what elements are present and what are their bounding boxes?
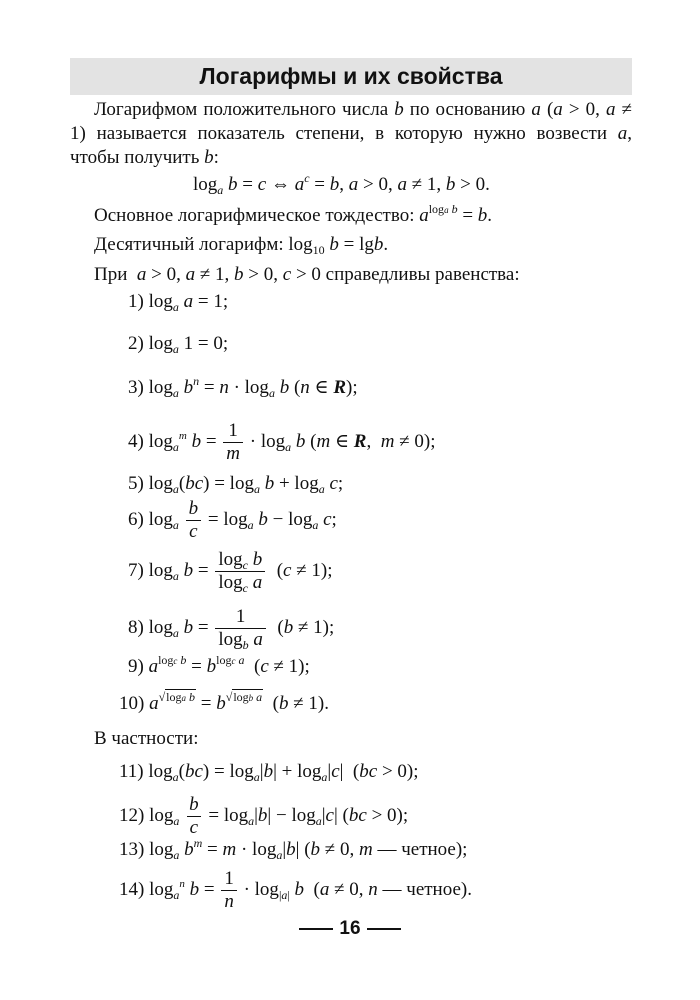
property-1: 1) $\log_a a = 1$; [128, 291, 229, 314]
property-3: 3) $\log_a b^n = n \cdot \log_a b$ (n ∈ R); [128, 374, 358, 400]
property-14: 14) $\log_{an} b$ = $\frac{1}{n}$ · $\log_{|a|} b$ (a ≠ 0, n — четное). [119, 868, 472, 912]
property-8: 8) $\log_a b$ = $\frac{1}{\log_b a}$ (b ≠ 1); [128, 606, 335, 652]
fraction: $\frac{1}{n}$ [221, 868, 237, 913]
page-footer [0, 918, 700, 940]
property-4: 4) $\log_{am} b$ = $\frac{1}{m}$ · $\log_a b$ (m ∈ R, m ≠ 0); [128, 420, 436, 464]
identity-line: Основное логарифмическое тождество: $a^{loga b} = b$. [94, 202, 493, 226]
section-header [70, 58, 632, 95]
fraction: $\frac{1}{\log_b a}$ [215, 606, 266, 651]
conditions-line: При a > 0, a ≠ 1, b > 0, c > 0 справедливы равенства: [94, 264, 520, 285]
fraction: $\frac{\log_c b}{\log_c a}$ [215, 549, 265, 594]
decimal-log-line: Десятичный логарифм: $\log_{10} b = \lg b$. [94, 234, 389, 257]
in-particular-label: В частности: [94, 728, 199, 749]
property-10: 10) $a^{√loga b} = b^{√logb a}$ (b ≠ 1). [119, 690, 330, 714]
fraction: $\frac{b}{c}$ [186, 498, 202, 543]
footer-dash-left [299, 928, 333, 930]
property-2: 2) $\log_a 1 = 0$; [128, 333, 229, 356]
definition-formula: $\log_a b = c$ ⇔ $a^c = b$, a > 0, a ≠ 1, b > 0. [193, 171, 490, 197]
property-11: 11) $\log_a(bc) = \log_a|b| + \log_a|c|$ (bc > 0); [119, 761, 419, 784]
property-9: 9) $a^{logc b} = b^{logc a}$ (c ≠ 1); [128, 653, 310, 677]
fraction: $\frac{b}{c}$ [186, 794, 202, 839]
fraction: $\frac{1}{m}$ [223, 420, 243, 465]
section-title: Логарифмы и их свойства [199, 63, 503, 89]
footer-dash-right [367, 928, 401, 930]
property-6: 6) $\log_a$ $\frac{b}{c}$ = $\log_a b - \log_a c$; [128, 498, 337, 542]
property-13: 13) $\log_a b^m = m \cdot \log_a|b|$ (b ≠ 0, m — четное); [119, 836, 468, 862]
property-12: 12) $\log_a$ $\frac{b}{c}$ = $\log_a|b| - \log_a|c|$ (bc > 0); [119, 794, 409, 838]
definition-paragraph: Логарифмом положительного числа b по основанию a (a > 0, a ≠ 1) называется показатель степени, в которую нужно возвести a, чтобы получить b: [70, 99, 633, 168]
page-number: 16 [339, 918, 361, 939]
property-5: 5) $\log_a(bc) = \log_a b + \log_a c$; [128, 473, 344, 496]
property-7: 7) $\log_a b$ = $\frac{\log_c b}{\log_c a}$ (c ≠ 1); [128, 549, 333, 595]
